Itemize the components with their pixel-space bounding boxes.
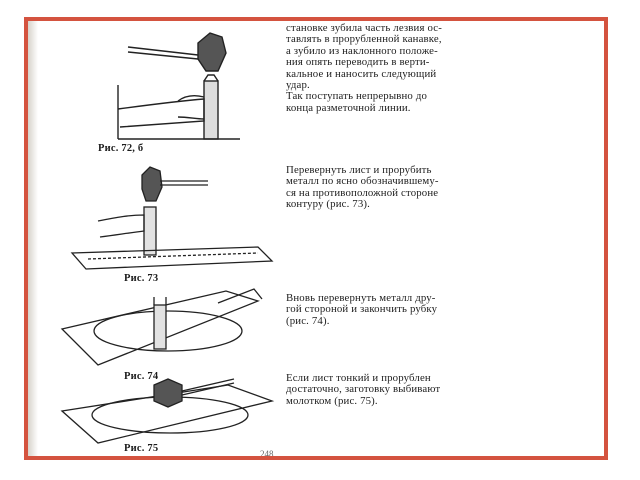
page-number: 248 [260, 449, 274, 459]
caption-fig-72b: Рис. 72, б [98, 143, 144, 154]
hammer-chisel-illustration [58, 25, 286, 145]
paragraph-text: Вновь перевернуть металл дру- гой стороной и закончить рубку (рис. 74). [286, 292, 438, 327]
figure-72b [58, 25, 286, 154]
paragraph-text: Перевернуть лист и прорубить металл по ясно обозначившему- ся на противоположной стороне контуру (рис. 73). [286, 164, 439, 211]
flipped-sheet-illustration [58, 161, 286, 273]
caption-fig-75: Рис. 75 [124, 443, 159, 454]
paragraph-text: Если лист тонкий и прорублен достаточно, заготовку выбивают молотком (рис. 75). [286, 372, 441, 407]
paragraph-fig-72b [286, 23, 586, 114]
sheet-circle-illustration [58, 283, 286, 371]
figure-73 [58, 161, 286, 284]
paragraph-fig-75 [286, 373, 586, 407]
paragraph-fig-74 [286, 293, 586, 327]
scan-shadow [28, 21, 38, 456]
knock-out-illustration [58, 371, 286, 449]
caption-fig-74: Рис. 74 [124, 371, 159, 382]
paragraph-fig-73 [286, 165, 586, 211]
caption-fig-73: Рис. 73 [124, 273, 159, 284]
figure-74 [58, 283, 286, 382]
page-frame [24, 17, 608, 460]
paragraph-text: становке зубила часть лезвия ос- тавлять в прорубленной канавке, а зубило из наклонного положе- ния опять переводить в верти- кальное и наносить следующий удар. Так поступать непрерывно до конца разметочной линии. [286, 22, 442, 114]
